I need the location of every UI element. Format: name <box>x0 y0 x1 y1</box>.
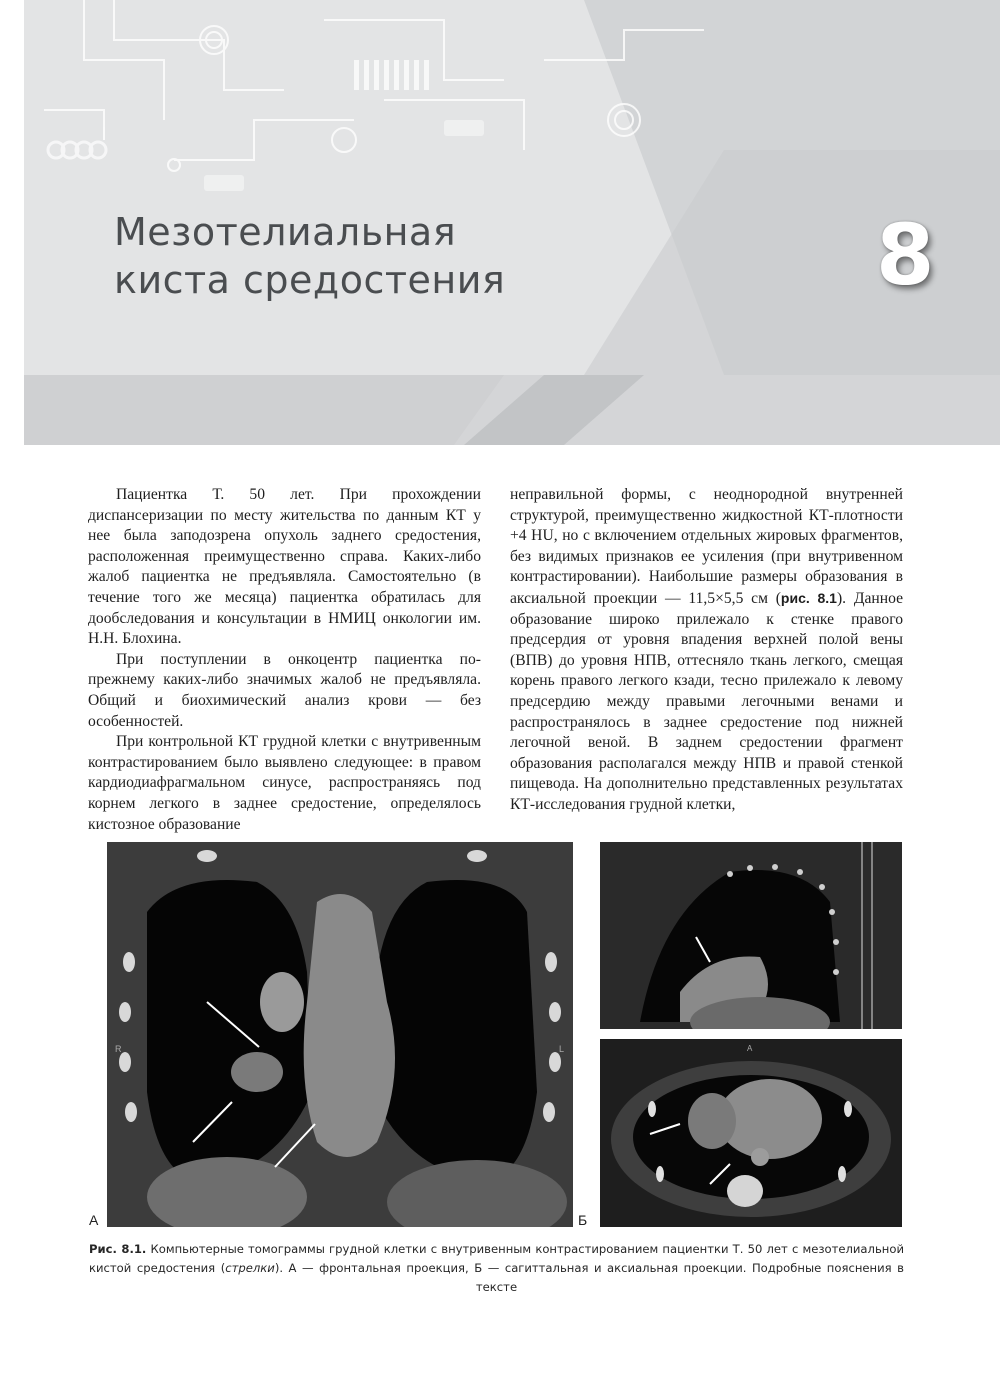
text-column-right <box>510 485 903 816</box>
chapter-title <box>114 208 505 304</box>
ct-scan-axial <box>600 1039 902 1227</box>
chapter-header-banner <box>24 0 1000 445</box>
paragraph: Пациентка Т. 50 лет. При прохождении диспансеризации по месту жительства по данным КТ у нее была заподозрена опухоль заднего средостения, расположенная преимущественно справа. Каких-либо жалоб пациентка не предъявляла. Самостоятельно (в течение того же месяца) пациентка обратилась для дообследования и консультации в НМИЦ онкологии им. Н.Н. Блохина. <box>88 486 481 648</box>
scan-side-marker-left: L <box>559 1044 565 1054</box>
ct-frontal-image <box>107 842 573 1227</box>
figure-caption <box>89 1240 904 1297</box>
chapter-number: 8 <box>876 206 935 304</box>
paragraph: При контрольной КТ грудной клетки с внутривенным контрастированием было выявлено следующее: в правом кардиодиафрагмальном синусе, распространяясь под корнем легкого в заднее средостение, определялось кистозное образование <box>88 733 481 833</box>
chapter-title-line-2: киста средостения <box>114 258 506 302</box>
paragraph <box>510 485 903 816</box>
panel-label-a: А <box>89 1212 99 1228</box>
ct-scan-sagittal <box>600 842 902 1029</box>
caption-text: Компьютерные томограммы грудной клетки с внутривенным контрастированием пациентки Т. 50 лет с мезотелиальной кистой средостения ( <box>89 1242 904 1275</box>
caption-emphasis: стрелки <box>225 1261 275 1275</box>
scan-orientation-marker: A <box>747 1044 753 1053</box>
chapter-title-line-1: Мезотелиальная <box>114 210 457 254</box>
panel-label-b: Б <box>578 1212 588 1228</box>
caption-text: ). А — фронтальная проекция, Б — сагиттальная и аксиальная проекции. Подробные пояснения в тексте <box>274 1261 904 1294</box>
paragraph: При поступлении в онкоцентр пациентка по-прежнему каких-либо значимых жалоб не предъявляла. Общий и биохимический анализ крови — без особенностей. <box>88 650 481 730</box>
figure-reference: рис. 8.1 <box>780 589 837 606</box>
caption-label: Рис. 8.1. <box>89 1242 147 1256</box>
ct-scan-frontal <box>107 842 573 1227</box>
scan-side-marker-right: R <box>115 1044 122 1054</box>
paragraph-text: неправильной формы, с неоднородной внутренней структурой, преимущественно жидкостной КТ-плотности +4 HU, но с включением отдельных жировых фрагментов, без видимых признаков ее усиления (при внутривенном контрастировании). Наибольшие размеры образования в аксиальной проекции — 11,5×5,5 см ( <box>510 486 903 607</box>
text-column-left <box>88 485 481 835</box>
ct-sagittal-image <box>600 842 902 1029</box>
ct-axial-image <box>600 1039 902 1227</box>
paragraph-text: ). Данное образование широко прилежало к стенке правого предсердия от уровня впадения верхней полой вены (ВПВ) до уровня НПВ, оттесняло ткань легкого, смещая корень правого легкого кзади, тесно прилежало к левому предсердию между правыми легочными венами и распространялось в заднее средостение под нижней легочной веной. В заднем средостении фрагмент образования располагался между НПВ и правой стенкой пищевода. На дополнительно представленных результатах КТ-исследования грудной клетки, <box>510 589 903 813</box>
